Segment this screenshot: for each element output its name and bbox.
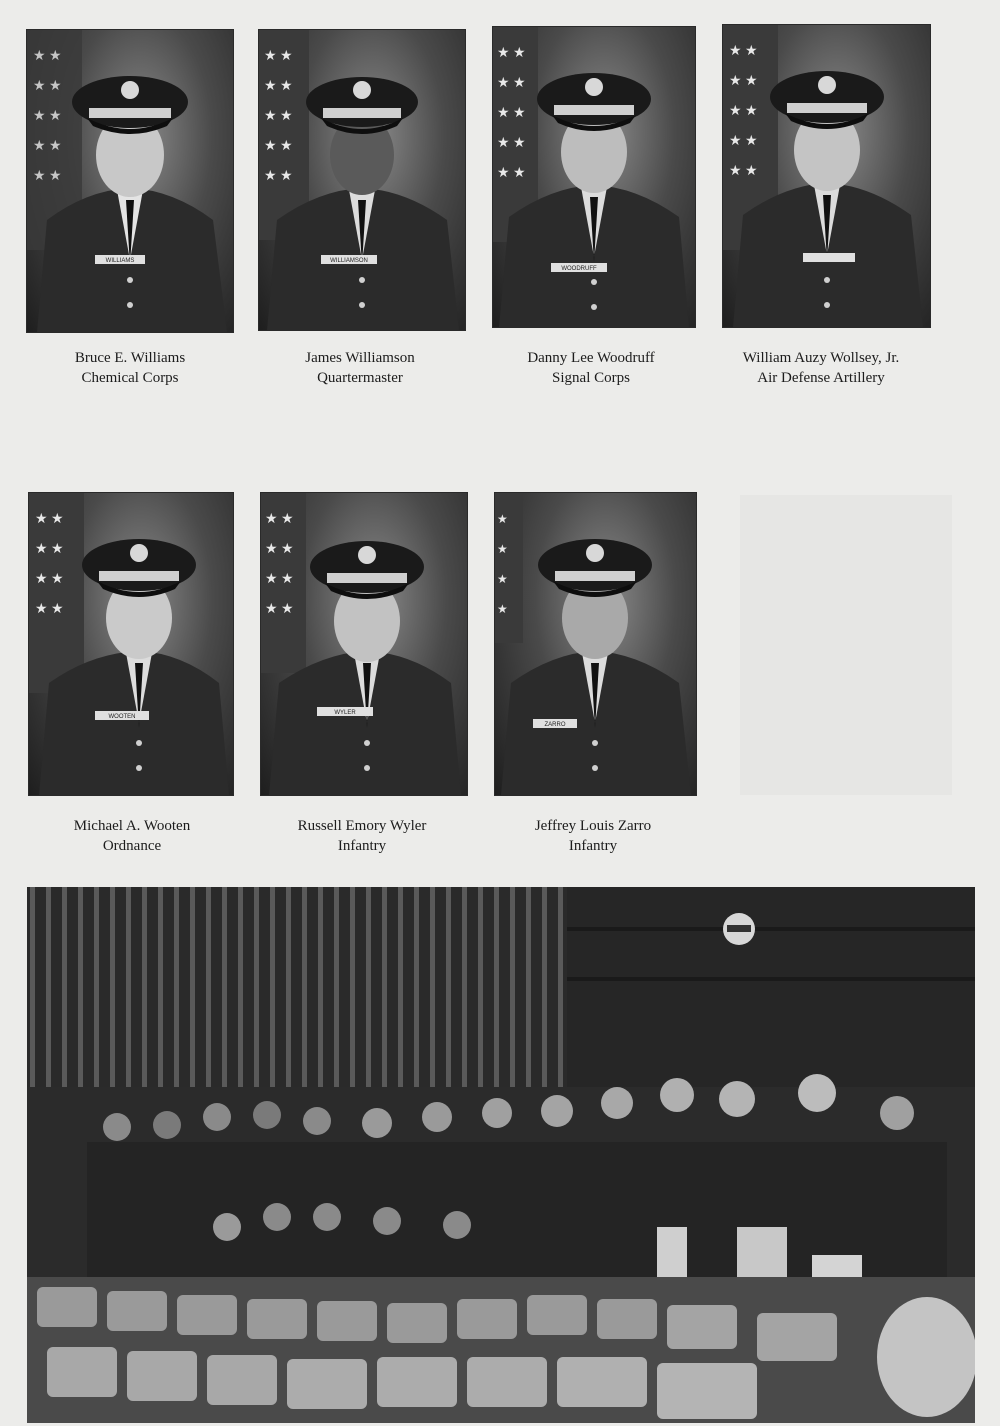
svg-text:★ ★: ★ ★	[729, 44, 758, 59]
svg-text:★: ★	[497, 542, 508, 556]
svg-text:★ ★: ★ ★	[729, 74, 758, 89]
person-branch: Infantry	[568, 838, 618, 854]
nametag-text: ZARRO	[544, 722, 566, 728]
portrait-caption	[245, 348, 475, 388]
auditorium-seats	[27, 1277, 975, 1423]
svg-text:★: ★	[497, 512, 508, 526]
person-name: Danny Lee Woodruff	[527, 350, 655, 366]
portrait-photo	[261, 493, 467, 795]
svg-text:★ ★: ★ ★	[33, 49, 62, 64]
portrait-photo	[29, 493, 233, 795]
portrait-caption	[17, 816, 247, 856]
portrait-photo	[493, 27, 695, 327]
portrait-caption	[476, 348, 706, 388]
portrait-photo	[259, 30, 465, 330]
svg-text:★ ★: ★ ★	[265, 572, 294, 587]
svg-text:★ ★: ★ ★	[35, 542, 64, 557]
portrait-photo	[723, 25, 930, 327]
svg-text:★ ★: ★ ★	[729, 104, 758, 119]
svg-text:★ ★: ★ ★	[497, 166, 526, 181]
svg-text:★ ★: ★ ★	[33, 79, 62, 94]
portrait-caption	[247, 816, 477, 856]
show-through-caption	[722, 818, 952, 858]
person-name: Bruce E. Williams	[74, 350, 186, 366]
svg-text:★ ★: ★ ★	[497, 46, 526, 61]
person-branch: Quartermaster	[317, 370, 403, 386]
person-name: William Auzy Wollsey, Jr.	[742, 350, 900, 366]
portrait-caption	[478, 816, 708, 856]
svg-text:★: ★	[497, 572, 508, 586]
portrait-caption	[706, 348, 936, 388]
svg-text:★ ★: ★ ★	[264, 109, 293, 124]
person-branch: Air Defense Artillery	[757, 370, 885, 386]
svg-text:★ ★: ★ ★	[35, 602, 64, 617]
svg-text:★ ★: ★ ★	[497, 136, 526, 151]
svg-text:★ ★: ★ ★	[33, 109, 62, 124]
svg-text:★ ★: ★ ★	[35, 572, 64, 587]
svg-text:★ ★: ★ ★	[33, 139, 62, 154]
svg-text:★ ★: ★ ★	[265, 542, 294, 557]
svg-text:★ ★: ★ ★	[729, 164, 758, 179]
nametag-text: WOOTEN	[108, 714, 136, 720]
nametag-text: WOODRUFF	[561, 266, 597, 272]
portrait-photo	[495, 493, 696, 795]
svg-text:★ ★: ★ ★	[497, 106, 526, 121]
person-name: James Williamson	[305, 350, 415, 366]
svg-text:★ ★: ★ ★	[264, 139, 293, 154]
svg-text:★ ★: ★ ★	[35, 512, 64, 527]
audience	[27, 1074, 975, 1311]
svg-text:★ ★: ★ ★	[33, 169, 62, 184]
svg-text:★ ★: ★ ★	[265, 512, 294, 527]
svg-text:★ ★: ★ ★	[264, 49, 293, 64]
svg-text:★ ★: ★ ★	[497, 76, 526, 91]
svg-text:★ ★: ★ ★	[264, 79, 293, 94]
oath-ceremony-photo	[27, 887, 975, 1423]
person-branch: Chemical Corps	[81, 370, 179, 386]
person-name: Jeffrey Louis Zarro	[534, 818, 652, 834]
svg-text:★: ★	[497, 602, 508, 616]
portrait-caption	[15, 348, 245, 388]
person-branch: Ordnance	[102, 838, 162, 854]
svg-text:★ ★: ★ ★	[729, 134, 758, 149]
person-branch: Infantry	[337, 838, 387, 854]
person-branch: Signal Corps	[552, 370, 630, 386]
nametag-text: WILLIAMS	[105, 258, 135, 264]
person-name: Michael A. Wooten	[73, 818, 191, 834]
nametag-text: WILLIAMSON	[330, 258, 368, 264]
person-name: Russell Emory Wyler	[297, 818, 427, 834]
portrait-photo	[27, 30, 233, 332]
svg-text:★ ★: ★ ★	[265, 602, 294, 617]
show-through-photo	[740, 495, 952, 795]
nametag-text: WYLER	[334, 710, 356, 716]
svg-text:★ ★: ★ ★	[264, 169, 293, 184]
